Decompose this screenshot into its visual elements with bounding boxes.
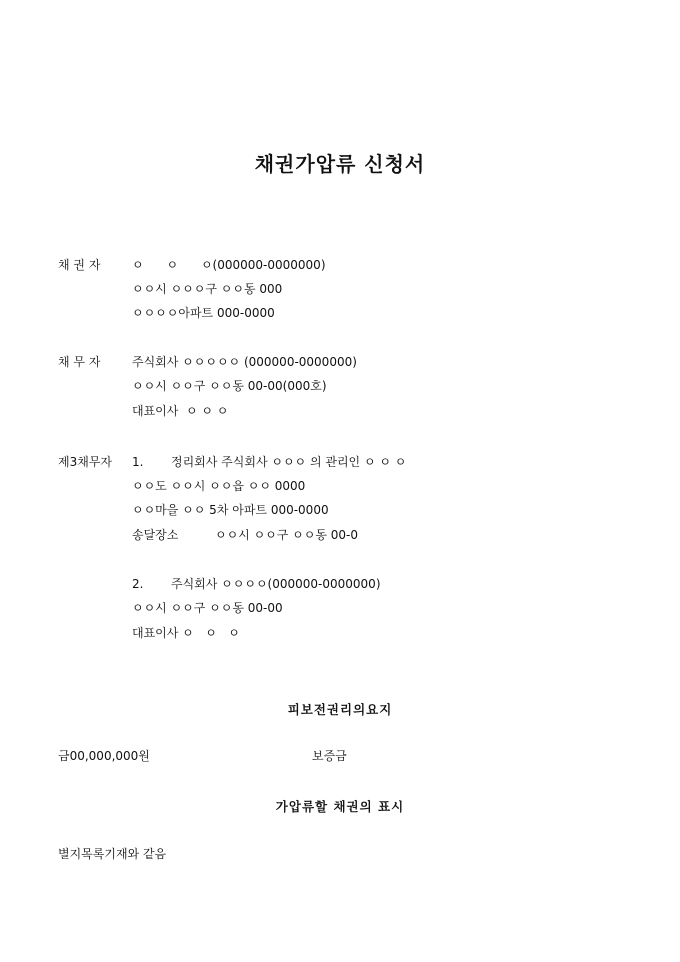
debtor-label: 채 무 자 — [58, 355, 101, 369]
third-debtor-2-text: 주식회사 ㅇㅇㅇㅇ(000000-0000000) — [171, 577, 381, 591]
creditor-name-line: ㅇ ㅇ ㅇ(000000-0000000) — [132, 258, 326, 272]
debtor-representative-line: 대표이사 ㅇ ㅇ ㅇ — [132, 404, 229, 418]
seized-claim-heading: 가압류할 채권의 표시 — [275, 799, 405, 814]
claim-amount: 금00,000,000원 — [58, 749, 150, 763]
seized-claim-text: 별지목록기재와 같음 — [58, 847, 167, 861]
third-debtor-1-number: 1. — [132, 455, 144, 469]
creditor-apartment-line: ㅇㅇㅇㅇ아파트 000-0000 — [132, 306, 275, 320]
document-title: 채권가압류 신청서 — [254, 152, 426, 176]
third-debtor-label: 제3채무자 — [58, 455, 113, 469]
third-debtor-1-apartment-line: ㅇㅇ마을 ㅇㅇ 5차 아파트 000-0000 — [132, 503, 329, 517]
delivery-place-label: 송달장소 — [132, 528, 179, 542]
third-debtor-2-address-line: ㅇㅇ시 ㅇㅇ구 ㅇㅇ동 00-00 — [132, 601, 283, 615]
claim-type: 보증금 — [312, 749, 347, 763]
third-debtor-2-number: 2. — [132, 577, 144, 591]
creditor-address-line: ㅇㅇ시 ㅇㅇㅇ구 ㅇㅇ동 000 — [132, 282, 283, 296]
creditor-label: 채 권 자 — [58, 258, 101, 272]
debtor-address-line: ㅇㅇ시 ㅇㅇ구 ㅇㅇ동 00-00(000호) — [132, 379, 327, 393]
claim-summary-heading: 피보전권리의요지 — [287, 702, 393, 717]
third-debtor-1-text: 정리회사 주식회사 ㅇㅇㅇ 의 관리인 ㅇ ㅇ ㅇ — [171, 455, 407, 469]
third-debtor-2-representative-line: 대표이사 ㅇ ㅇ ㅇ — [132, 626, 240, 640]
third-debtor-1-address-line: ㅇㅇ도 ㅇㅇ시 ㅇㅇ읍 ㅇㅇ 0000 — [132, 479, 306, 493]
delivery-place-value: ㅇㅇ시 ㅇㅇ구 ㅇㅇ동 00-0 — [215, 528, 359, 542]
debtor-company-line: 주식회사 ㅇㅇㅇㅇㅇ (000000-0000000) — [132, 355, 357, 369]
